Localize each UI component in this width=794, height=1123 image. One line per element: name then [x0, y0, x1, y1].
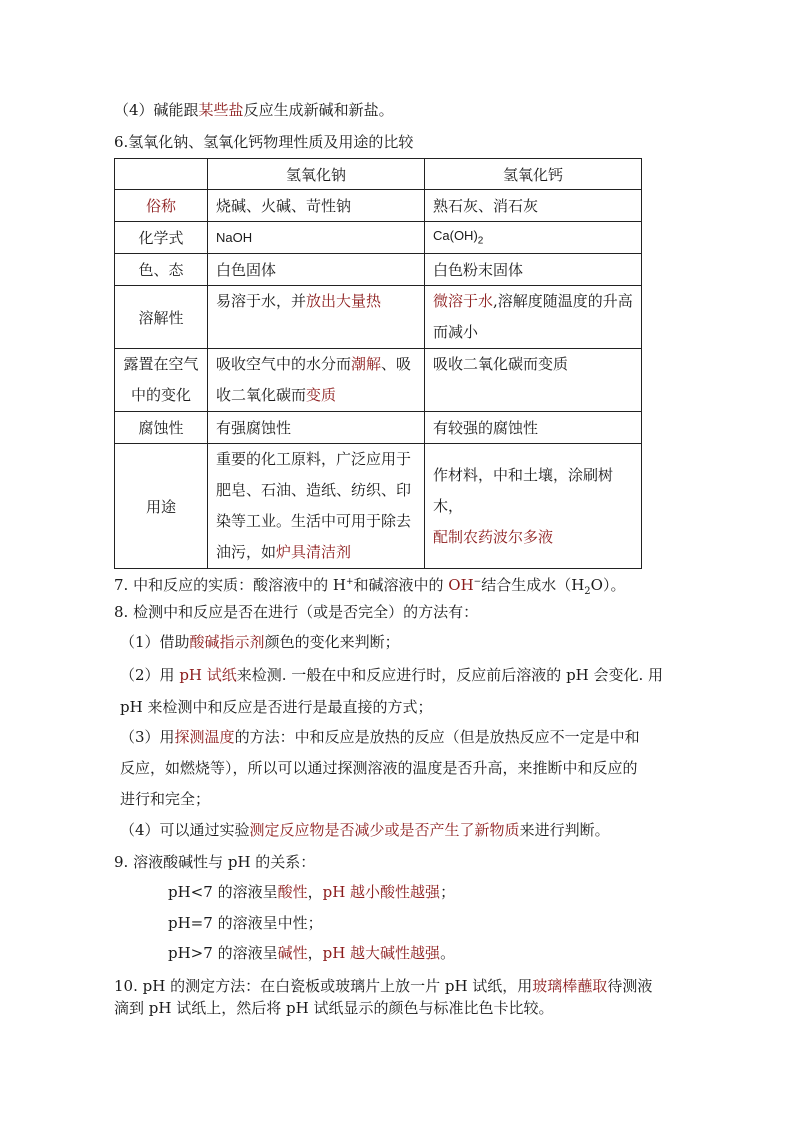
- text: ，: [307, 883, 323, 901]
- cell-naoh: 白色固体: [208, 254, 425, 286]
- comparison-table: [114, 158, 642, 569]
- text: 。: [440, 944, 456, 962]
- method-3-line: [120, 727, 640, 747]
- text: 10. pH 的测定方法：在白瓷板或玻璃片上放一片 pH 试纸，用: [114, 977, 533, 995]
- text: ，: [307, 944, 323, 962]
- method-1-line: [120, 632, 400, 652]
- point-10-line-cont: 滴到 pH 试纸上，然后将 pH 试纸显示的颜色与标准比色卡比较。: [114, 999, 554, 1017]
- text: ,溶解度随温度的升高而减小: [433, 292, 633, 341]
- row-key: 色、态: [115, 254, 208, 286]
- text: 来进行判断。: [519, 821, 610, 839]
- point-4-line: [114, 100, 394, 120]
- highlight-text: 探测温度: [174, 728, 235, 746]
- point-9-heading: 9. 溶液酸碱性与 pH 的关系：: [114, 853, 316, 871]
- text: pH<7 的溶液呈: [168, 883, 278, 901]
- text: （2）用: [120, 666, 180, 684]
- point-10-line: [114, 976, 652, 996]
- method-3-line-cont: 反应，如燃烧等），所以可以通过探测溶液的温度是否升高，来推断中和反应的: [120, 759, 638, 777]
- method-3-line-cont: 进行和完全；: [120, 790, 211, 808]
- point-8-heading: 8. 检测中和反应是否在进行（或是否完全）的方法有：: [114, 603, 479, 621]
- table-row: [115, 190, 642, 222]
- table-row: [115, 444, 642, 569]
- row-key: 化学式: [115, 222, 208, 254]
- section-6-heading: 6.氢氧化钠、氢氧化钙物理性质及用途的比较: [114, 133, 414, 151]
- text: pH>7 的溶液呈: [168, 944, 278, 962]
- cell-caoh2: 熟石灰、消石灰: [425, 190, 642, 222]
- highlight-text: 放出大量热: [306, 292, 382, 310]
- text: 、吸收二氧化碳而: [216, 355, 412, 404]
- header-caoh2: 氢氧化钙: [425, 159, 642, 190]
- highlight-text: pH 越大碱性越强: [322, 944, 441, 962]
- cell-naoh: 烧碱、火碱、苛性钠: [208, 190, 425, 222]
- highlight-text: 潮解: [351, 355, 382, 373]
- formula-text: Ca(OH): [433, 228, 478, 244]
- cell-naoh: NaOH: [208, 222, 425, 254]
- text: 反应生成新碱和新盐。: [243, 101, 394, 119]
- method-4-line: [120, 820, 610, 840]
- ph-neutral-line: pH=7 的溶液呈中性；: [168, 914, 323, 932]
- cell-caoh2: 白色粉末固体: [425, 254, 642, 286]
- highlight-text: 碱性: [277, 944, 308, 962]
- table-row: [115, 286, 642, 349]
- highlight-text: 配制农药波尔多液: [433, 527, 554, 546]
- row-key: 溶解性: [115, 286, 208, 349]
- text: 颜色的变化来判断；: [264, 633, 400, 651]
- point-7-line: [114, 572, 625, 602]
- subscript: 2: [477, 235, 484, 247]
- highlight-text: pH 试纸: [179, 666, 237, 684]
- highlight-text: 酸碱指示剂: [189, 633, 265, 651]
- table-row: [115, 254, 642, 286]
- row-key: 腐蚀性: [115, 412, 208, 444]
- header-empty-cell: [115, 159, 208, 190]
- text: ；: [440, 883, 456, 901]
- table-header-row: [115, 159, 642, 190]
- row-key: 用途: [115, 444, 208, 569]
- method-2-line-cont: pH 来检测中和反应是否进行是最直接的方式；: [120, 698, 433, 716]
- ph-base-line: [168, 943, 455, 963]
- superscript: −: [473, 577, 482, 587]
- row-key: 露置在空气中的变化: [115, 349, 208, 412]
- header-naoh: 氢氧化钠: [208, 159, 425, 190]
- text: 待测液: [607, 977, 653, 995]
- highlight-text: 玻璃棒蘸取: [532, 977, 608, 995]
- highlight-text: pH 越小酸性越强: [322, 883, 441, 901]
- table-row: [115, 222, 642, 254]
- text: （4）可以通过实验: [120, 821, 250, 839]
- text: 结合生成水（H: [481, 576, 585, 594]
- cell-naoh: [208, 444, 425, 569]
- cell-naoh: [208, 286, 425, 349]
- highlight-text: OH: [448, 576, 474, 594]
- superscript: +: [345, 577, 354, 587]
- cell-caoh2: [425, 222, 642, 254]
- text: 来检测. 一般在中和反应进行时，反应前后溶液的 pH 会变化. 用: [236, 666, 664, 684]
- text: 的方法：中和反应是放热的反应（但是放热反应不一定是中和: [234, 728, 640, 746]
- text: （4）碱能跟: [114, 101, 199, 119]
- method-2-line: [120, 665, 663, 685]
- highlight-text: 测定反应物是否减少或是否产生了新物质: [249, 821, 520, 839]
- highlight-text: 微溶于水: [433, 292, 494, 310]
- highlight-text: 变质: [306, 386, 337, 404]
- highlight-text: 某些盐: [198, 101, 244, 119]
- subscript: 2: [584, 586, 591, 597]
- table-row: [115, 412, 642, 444]
- row-key: 俗称: [115, 190, 208, 222]
- text: （3）用: [120, 728, 175, 746]
- text: 7. 中和反应的实质：酸溶液中的 H: [114, 576, 346, 594]
- table-row: [115, 349, 642, 412]
- cell-caoh2: 吸收二氧化碳而变质: [425, 349, 642, 412]
- text: （1）借助: [120, 633, 190, 651]
- cell-naoh: 有强腐蚀性: [208, 412, 425, 444]
- text: 和碱溶液中的: [353, 576, 449, 594]
- highlight-text: 酸性: [277, 883, 308, 901]
- cell-caoh2: [425, 286, 642, 349]
- text: 吸收空气中的水分而: [216, 355, 352, 373]
- text: 重要的化工原料，广泛应用于肥皂、石油、造纸、纺织、印染等工业。生活中可用于除去油污，如: [216, 450, 412, 561]
- cell-caoh2: 有较强的腐蚀性: [425, 412, 642, 444]
- cell-caoh2: [425, 444, 642, 569]
- ph-acid-line: [168, 882, 455, 902]
- text: 作材料，中和土壤，涂刷树木，: [433, 465, 614, 515]
- text: 易溶于水，并: [216, 292, 307, 310]
- text: O）。: [590, 576, 626, 594]
- cell-naoh: [208, 349, 425, 412]
- highlight-text: 炉具清洁剂: [276, 543, 352, 561]
